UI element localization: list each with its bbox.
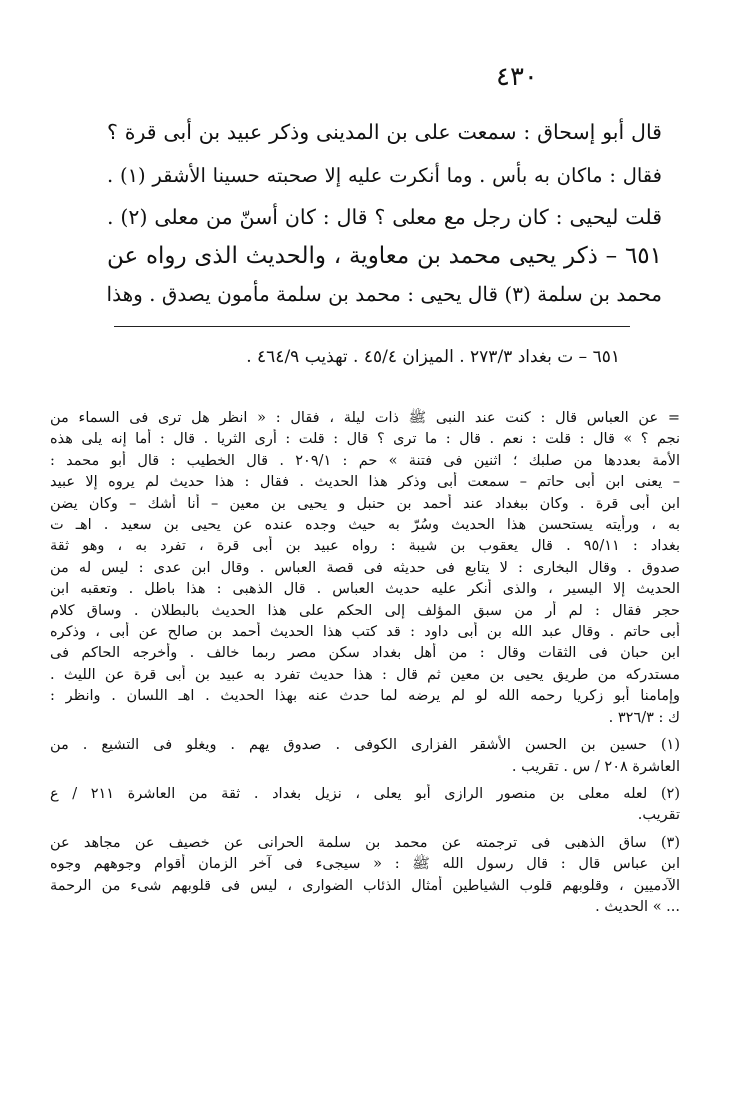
footnote-line: – يعنى ابن أبى حاتم – سمعت أبى وذكر هذا الحديث . فقال : هذا حديث لم يروه إلا عبيد — [50, 474, 680, 491]
footnote-line: (٣) ساق الذهبى فى ترجمته عن محمد بن سلمة الحرانى عن خصيف عن مجاهد عن — [50, 834, 680, 851]
footnote-line: وإمامنا أبو زكريا رحمه الله لو لم يرضه لما حدث عنه بهذا الحديث . اهـ اللسان . وانظر : — [50, 688, 680, 705]
body-line: قلت ليحيى : كان رجل مع معلى ؟ قال : كان أسنّ من معلى (٢) . — [107, 205, 662, 229]
footnote-line: نجم ؟ » قال : قلت : نعم . قال : ما ترى ؟ قال : قلت : أرى الثريا . قال : أما إنه يلى هذه — [50, 431, 680, 448]
footnote-line: العاشرة ٢٠٨ / س . تقريب . — [511, 758, 680, 775]
footnote-line: ك : ٣٢٦/٣ . — [608, 709, 680, 726]
footnote-line: مستدركه من طريق يحيى بن معين ثم قال : هذا حديث تفرد به عبيد بن أبى قرة عن الليث . — [50, 666, 680, 683]
footnote-line: حجر فقال : لم أر من سبق المؤلف إلى الحكم على هذا الحديث بالبطلان . وساق كلام — [50, 602, 680, 619]
continued-footnote — [50, 408, 680, 729]
footnote-line: تقريب. — [637, 807, 680, 824]
body-line: ٦٥١ – ذكر يحيى محمد بن معاوية ، والحديث الذى رواه عن — [107, 243, 662, 269]
footnote-line: الآدميين ، وقلوبهم قلوب الشياطين أمثال الذئاب الضوارى ، ليس فى قلوبهم شىء من الرحمة — [50, 877, 680, 894]
footnote-line: ابن عباس قال : قال رسول الله ﷺ : « سيجىء فى آخر الزمان أقوام وجوههم وجوه — [50, 856, 680, 873]
body-line: قال أبو إسحاق : سمعت على بن المدينى وذكر عبيد بن أبى قرة ؟ — [107, 120, 662, 144]
footnote-line: (١) حسين بن الحسن الأشقر الفزارى الكوفى . صدوق يهم . ويغلو فى التشيع . من — [50, 737, 680, 754]
footnote-line: = عن العباس قال : كنت عند النبى ﷺ ذات ليلة ، فقال : « انظر هل ترى فى السماء من — [50, 410, 680, 426]
footnote-line: الحديث إلا اليسير ، والذى أنكر عليه حديث العباس . قال الذهبى : هذا باطل . وتعقبه ابن — [50, 581, 680, 598]
footnote-line: (٢) لعله معلى بن منصور الرازى أبو يعلى ، نزيل بغداد . ثقة من العاشرة ٢١١ / ع — [50, 785, 680, 802]
footnote-line: ابن أبى قرة . وكان ببغداد عند أحمد بن حنبل و يحيى بن معين – أنا أشك – وكان يضن — [50, 495, 680, 512]
footnote-line: بغداد : ٩٥/١١ . قال يعقوب بن شيبة : رواه عبيد بن أبى قرة ، تفرد به ، وهو ثقة — [50, 538, 680, 555]
footnotes-block — [50, 408, 680, 918]
page-number: ٤٣٠ — [496, 62, 538, 92]
body-line: محمد بن سلمة (٣) قال يحيى : محمد بن سلمة مأمون يصدق . وهذا — [106, 282, 662, 306]
footnote-2 — [50, 784, 680, 827]
footnote-line: صدوق . وقال البخارى : لا يتابع فى حديثه فى قصة العباس . وقال ابن عدى : ليس له من — [50, 559, 680, 576]
footnote-line: ... » الحديث . — [595, 898, 680, 915]
footnote-line: الأمة بعددها من صلبك ؛ اثنين فى فتنة » حم : ٢٠٩/١ . قال الخطيب : قال أبو محمد : — [50, 452, 680, 469]
footnote-1 — [50, 735, 680, 778]
footnote-3 — [50, 833, 680, 919]
footnote-line: أبى حاتم . وقال عبد الله بن أبى داود : قد كتب هذا الحديث أحمد بن صالح عن أبى ، وذكره — [50, 624, 680, 641]
footnote-divider — [114, 326, 630, 327]
footnote-line: ابن حبان فى الثقات وقال : من أهل بغداد سكن مصر ربما خالف . وأخرجه الحاكم فى — [50, 645, 680, 662]
entry-651-reference-note: ٦٥١ – ت بغداد ٢٧٣/٣ . الميزان ٤٥/٤ . تهذيب ٤٦٤/٩ . — [246, 347, 620, 367]
body-line: فقال : ماكان به بأس . وما أنكرت عليه إلا صحبته حسينا الأشقر (١) . — [107, 164, 662, 187]
footnote-line: به ، ورأيته يستحسن هذا الحديث وسُرّ به حيث وجده عنده عن يحيى بن سعيد . اهـ ت — [50, 517, 680, 534]
